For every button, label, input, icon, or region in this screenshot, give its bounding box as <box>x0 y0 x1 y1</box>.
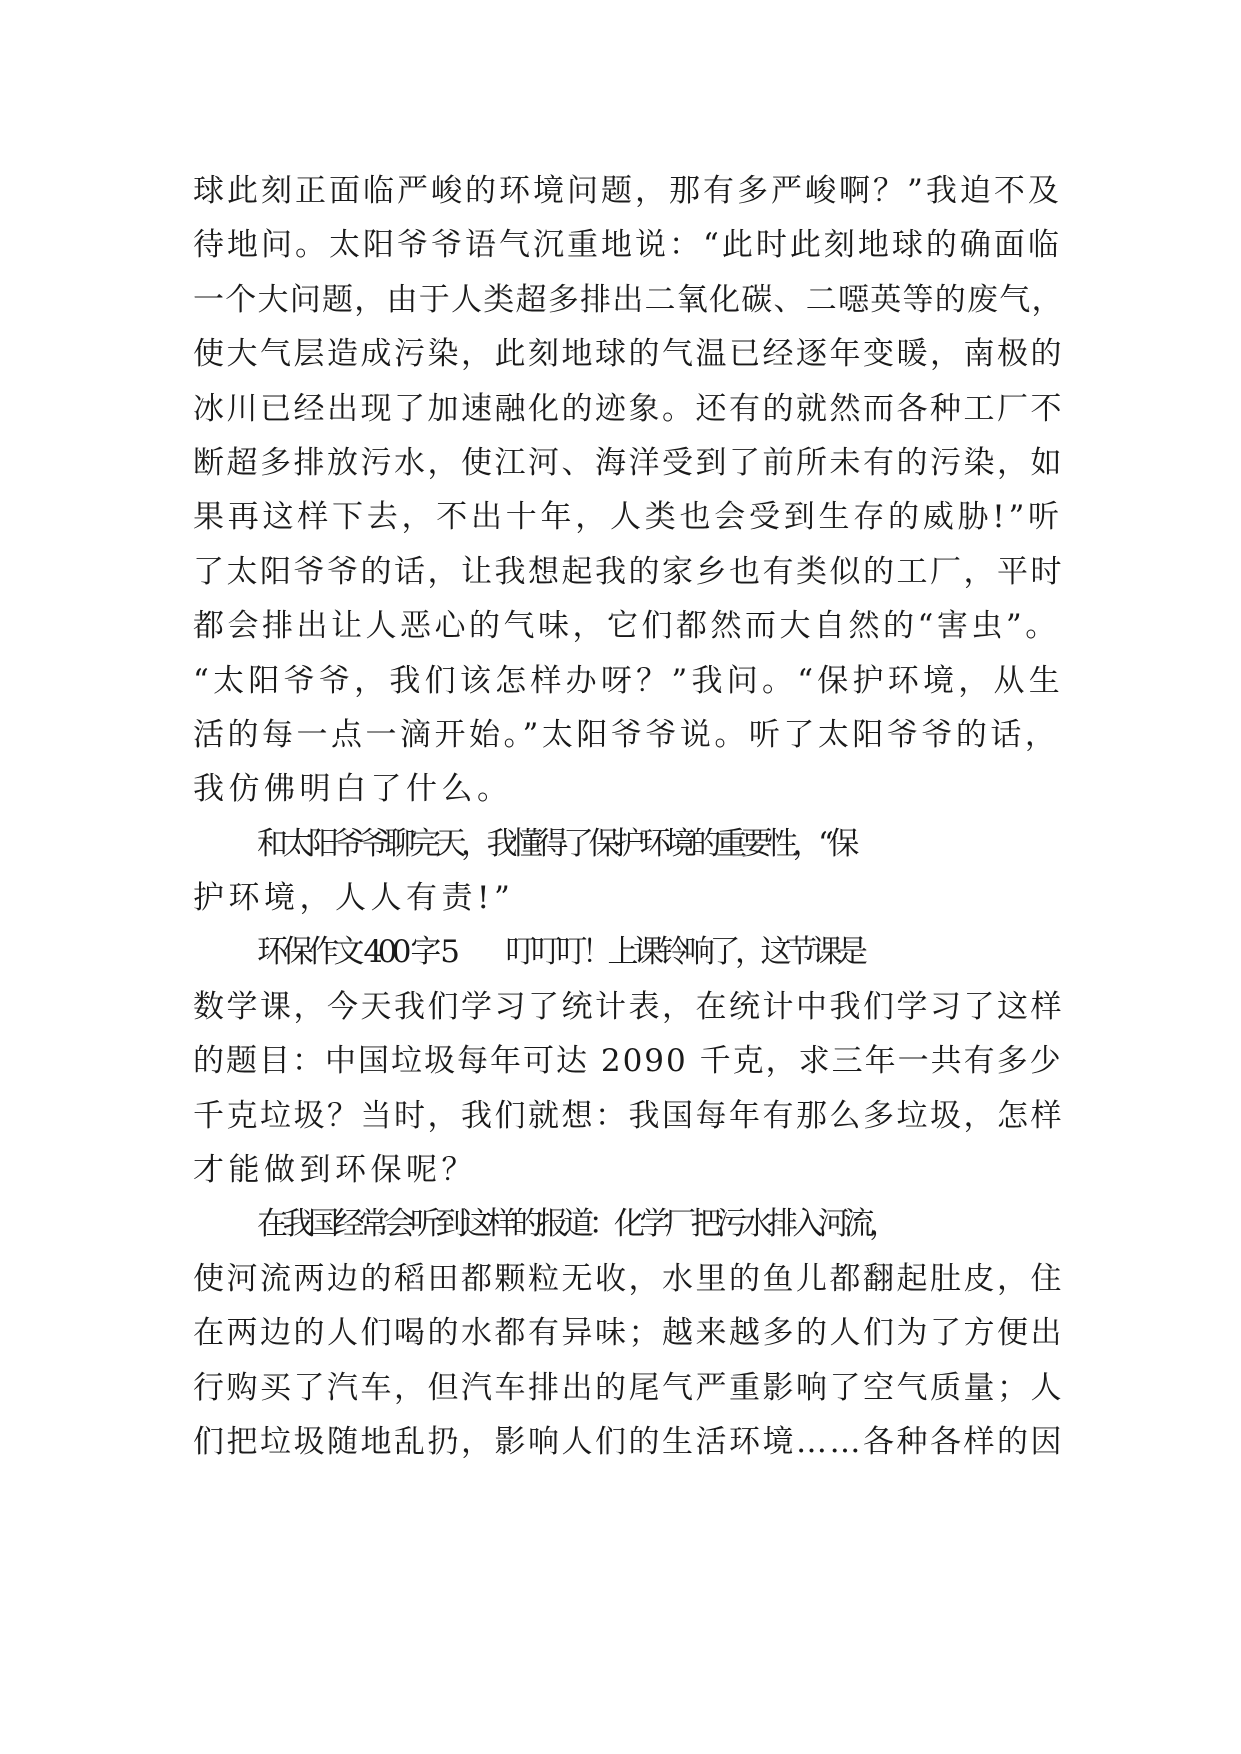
text-line: 了太阳爷爷的话，让我想起我的家乡也有类似的工厂，平时 <box>193 553 1064 590</box>
text-line: 都会排出让人恶心的气味，它们都然而大自然的“害虫”。 <box>193 608 1060 645</box>
text-line: 一个大问题，由于人类超多排出二氧化碳、二噁英等的废气， <box>193 281 1064 318</box>
text-line: 果再这样下去，不出十年，人类也会受到生存的威胁!”听 <box>193 499 1063 536</box>
text-line: 数学课，今天我们学习了统计表，在统计中我们学习了这样 <box>193 988 1064 1025</box>
text-line: 行购买了汽车，但汽车排出的尾气严重影响了空气质量；人 <box>193 1369 1064 1406</box>
text-line: 在我国经常会听到这样的报道：化学厂把污水排入河流， <box>257 1206 895 1243</box>
text-line: 和太阳爷爷聊完天，我懂得了保护环境的重要性，“保 <box>257 825 854 862</box>
text-line: 使大气层造成污染，此刻地球的气温已经逐年变暖，南极的 <box>193 336 1064 373</box>
text-line: 活的每一点一滴开始。”太阳爷爷说。听了太阳爷爷的话， <box>193 716 1060 753</box>
text-line: 使河流两边的稻田都颗粒无收，水里的鱼儿都翻起肚皮，住 <box>193 1260 1064 1297</box>
text-line: “太阳爷爷，我们该怎样办呀？”我问。“保护环境，从生 <box>193 662 1065 699</box>
text-line: 环保作文 400 字 5 叮叮叮！上课铃响了，这节课是 <box>257 934 863 971</box>
text-line: 待地问。太阳爷爷语气沉重地说：“此时此刻地球的确面临 <box>193 227 1062 264</box>
text-line: 在两边的人们喝的水都有异味；越来越多的人们为了方便出 <box>193 1315 1064 1352</box>
text-line: 我仿佛明白了什么。 <box>193 771 513 808</box>
text-line: 护环境，人人有责!” <box>193 880 515 917</box>
text-line: 们把垃圾随地乱扔，影响人们的生活环境……各种各样的因 <box>193 1423 1064 1460</box>
text-line: 才能做到环保呢？ <box>193 1152 477 1189</box>
text-line: 冰川已经出现了加速融化的迹象。还有的就然而各种工厂不 <box>193 390 1064 427</box>
text-line: 的题目：中国垃圾每年可达 2090 千克，求三年一共有多少 <box>193 1043 1063 1080</box>
text-line: 球此刻正面临严峻的环境问题，那有多严峻啊？”我迫不及 <box>193 173 1062 209</box>
text-line: 千克垃圾？当时，我们就想：我国每年有那么多垃圾，怎样 <box>193 1097 1064 1134</box>
text-line: 断超多排放污水，使江河、海洋受到了前所未有的污染，如 <box>193 444 1064 481</box>
document-body <box>193 164 1063 1469</box>
